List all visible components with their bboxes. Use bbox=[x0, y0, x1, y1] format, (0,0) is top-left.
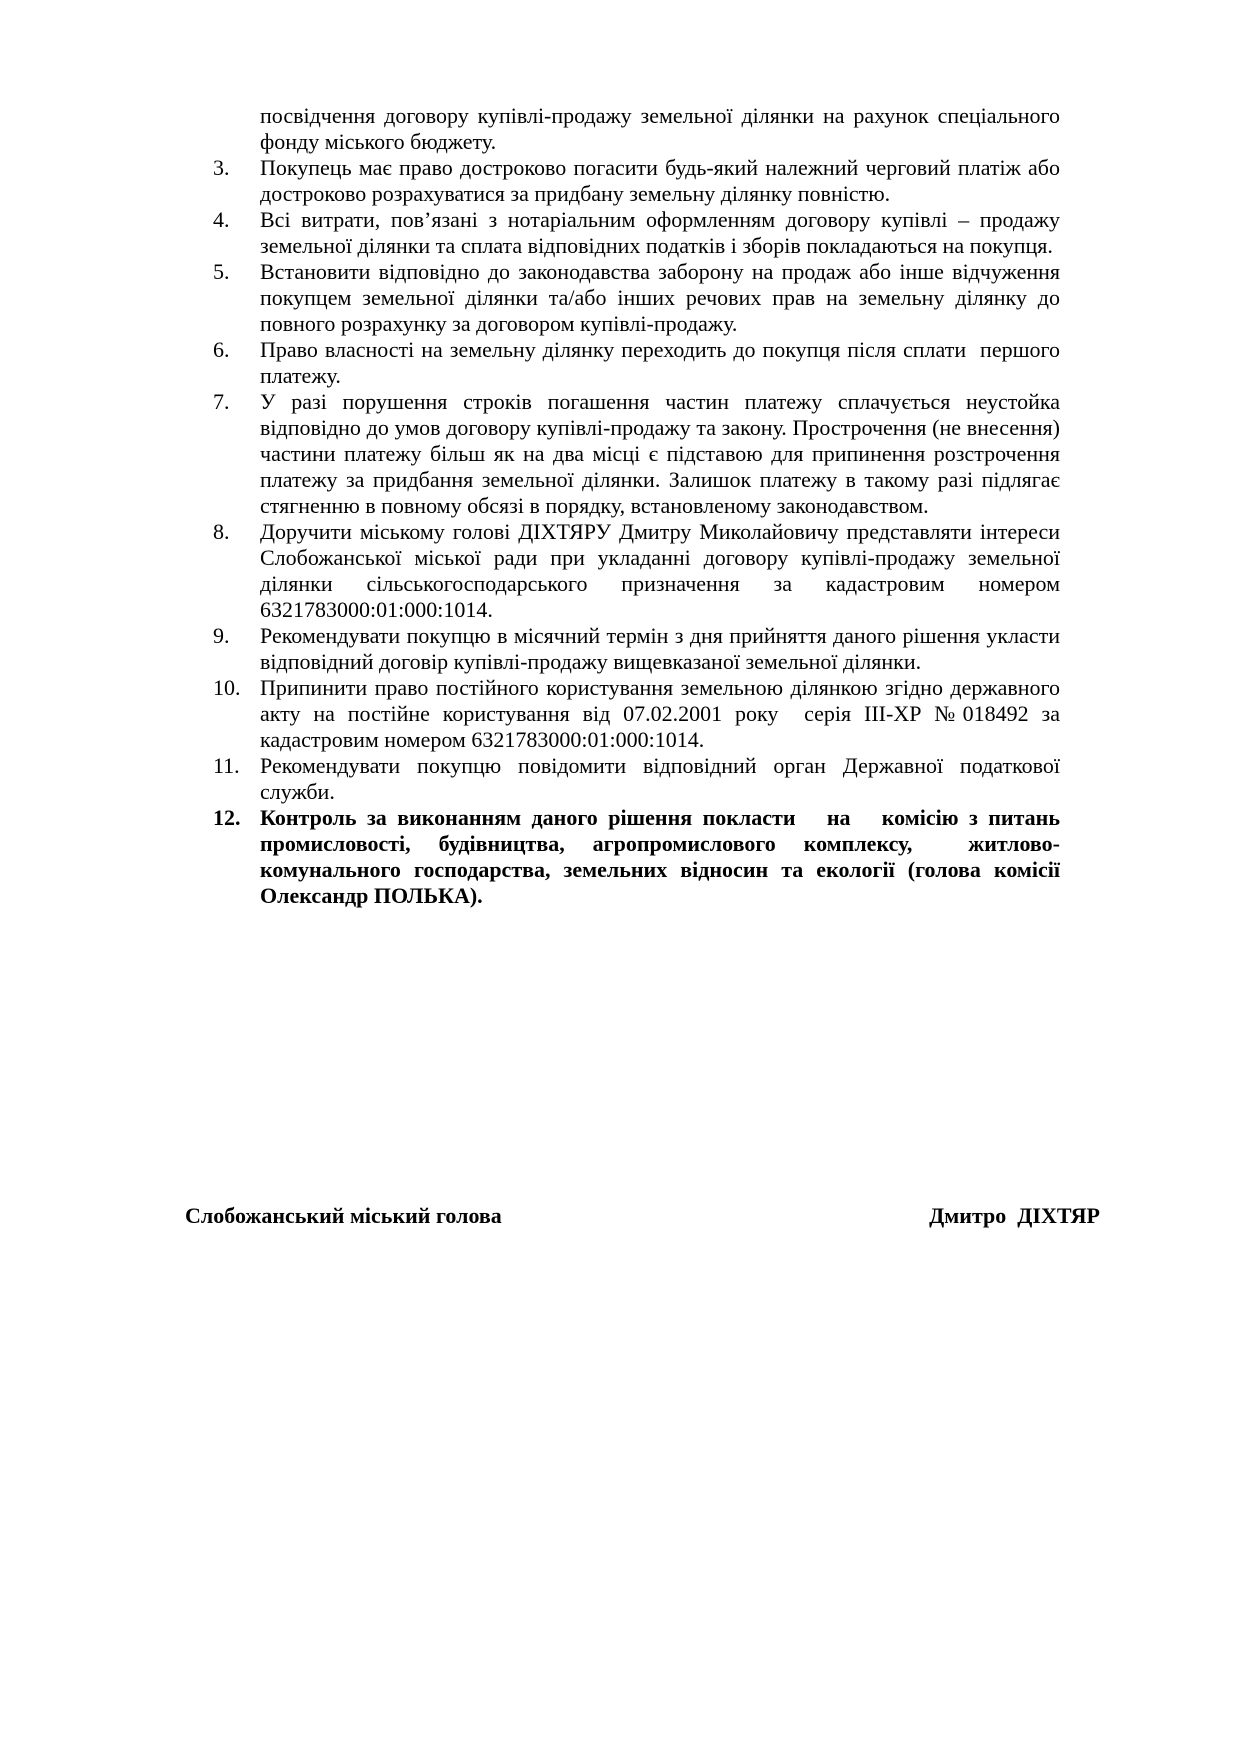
list-item-number: 11. bbox=[213, 753, 240, 778]
paragraph-continuation: посвідчення договору купівлі-продажу земельної ділянки на рахунок спеціального фонду міського бюджету. bbox=[260, 103, 1066, 154]
list-item-text: Припинити право постійного користування земельною ділянкою згідно державного акту на постійне користування від 07.02.2001 року серія ІІІ-ХР №018492 за кадастровим номером 6321783000:01:000:1014. bbox=[260, 675, 1066, 752]
list-item-number: 4. bbox=[213, 207, 230, 232]
list-item-10 bbox=[185, 675, 1066, 753]
list-item-5 bbox=[185, 259, 1066, 337]
list-item-text: Всі витрати, пов’язані з нотаріальним оформленням договору купівлі – продажу земельної ділянки та сплата відповідних податків і зборів покладаються на покупця. bbox=[260, 207, 1066, 258]
list-item-4 bbox=[185, 207, 1066, 259]
list-item-number: 5. bbox=[213, 259, 230, 284]
list-item-number: 9. bbox=[213, 623, 230, 648]
list-item-text: Доручити міському голові ДІХТЯРУ Дмитру Миколайовичу представляти інтереси Слобожанської міської ради при укладанні договору купівлі-продажу земельної ділянки сільськогосподарського призначення за кадастровим номером 6321783000:01:000:1014. bbox=[260, 519, 1066, 622]
numbered-list bbox=[185, 155, 1071, 909]
signature-row bbox=[185, 1203, 1100, 1229]
list-item-12 bbox=[185, 805, 1071, 909]
list-item-text: Контроль за виконанням даного рішення покласти на комісію з питань промисловості, будівництва, агропромислового комплексу, житлово-комунального господарства, земельних відносин та екології (голова комісії Олександр ПОЛЬКА). bbox=[260, 805, 1071, 908]
list-item-3 bbox=[185, 155, 1066, 207]
list-item-text: Покупець має право достроково погасити будь-який належний черговий платіж або достроково розрахуватися за придбану земельну ділянку повністю. bbox=[260, 155, 1066, 206]
list-item-11 bbox=[185, 753, 1066, 805]
list-item-8 bbox=[185, 519, 1066, 623]
list-item-text: Рекомендувати покупцю в місячний термін з дня прийняття даного рішення укласти відповідний договір купівлі-продажу вищевказаної земельної ділянки. bbox=[260, 623, 1066, 674]
list-item-text: Право власності на земельну ділянку переходить до покупця після сплати першого платежу. bbox=[260, 337, 1066, 388]
signature-name: Дмитро ДІХТЯР bbox=[929, 1203, 1100, 1228]
list-item-text: Встановити відповідно до законодавства заборону на продаж або інше відчуження покупцем земельної ділянки та/або інших речових прав на земельну ділянку до повного розрахунку за договором купівлі-продажу. bbox=[260, 259, 1066, 336]
list-item-9 bbox=[185, 623, 1066, 675]
list-item-number: 12. bbox=[213, 805, 241, 830]
list-item-number: 7. bbox=[213, 389, 230, 414]
list-item-number: 6. bbox=[213, 337, 230, 362]
document-body bbox=[185, 103, 1071, 909]
list-item-number: 3. bbox=[213, 155, 230, 180]
list-item-6 bbox=[185, 337, 1066, 389]
list-item-number: 10. bbox=[213, 675, 241, 700]
list-item-text: Рекомендувати покупцю повідомити відповідний орган Державної податкової служби. bbox=[260, 753, 1066, 804]
list-item-7 bbox=[185, 389, 1066, 519]
list-item-number: 8. bbox=[213, 519, 230, 544]
list-item-text: У разі порушення строків погашення частин платежу сплачується неустойка відповідно до умов договору купівлі-продажу та закону. Прострочення (не внесення) частини платежу більш як на два місці є підставою для припинення розстрочення платежу за придбання земельної ділянки. Залишок платежу в такому разі підлягає стягненню в повному обсязі в порядку, встановленому законодавством. bbox=[260, 389, 1066, 518]
signature-title: Слобожанський міський голова bbox=[185, 1203, 502, 1228]
